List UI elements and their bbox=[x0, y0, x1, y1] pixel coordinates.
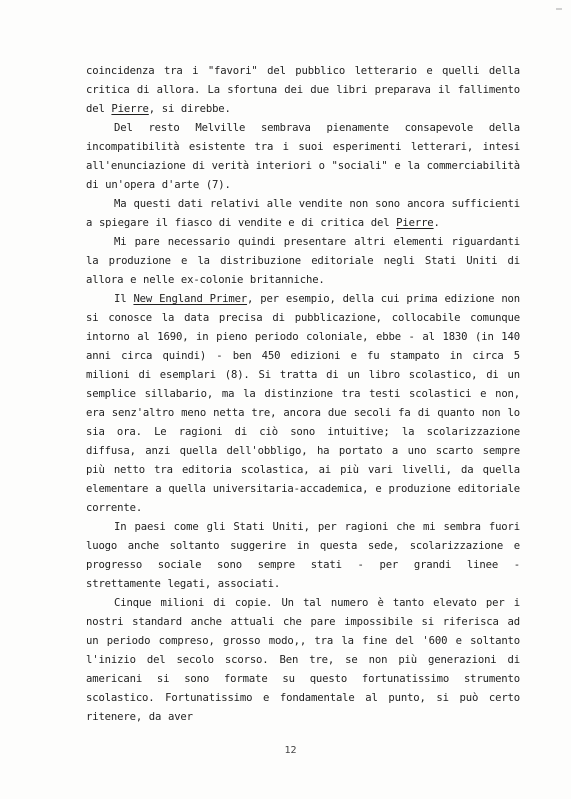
paragraph-text: . bbox=[433, 217, 440, 229]
paragraph: In paesi come gli Stati Uniti, per ragioni che mi sembra fuori luogo anche soltanto suggerire in questa sede, scolarizzazione e progresso sociale sono sempre stati - per grandi linee - strettamente legati, associati. bbox=[86, 521, 520, 590]
paragraph bbox=[86, 290, 520, 518]
paragraph: Mi pare necessario quindi presentare altri elementi riguardanti la produzione e la distribuzione editoriale negli Stati Uniti di allora e nelle ex-colonie britanniche. bbox=[86, 236, 520, 286]
scan-speck bbox=[556, 8, 562, 10]
book-title-underlined: New England Primer bbox=[133, 293, 248, 305]
paragraph-continuation bbox=[86, 62, 520, 119]
paragraph: Cinque milioni di copie. Un tal numero è tanto elevato per i nostri standard anche attuali che pare impossibile si riferisca ad un periodo compreso, grosso modo,, tra la fine del '600 e soltanto l'inizio del secolo scorso. Ben tre, se non più generazioni di americani si sono formate su questo fortunatissimo strumento scolastico. Fortunatissimo e fondamentale al punto, si può certo ritenere, da aver bbox=[86, 597, 520, 723]
paragraph-text: coincidenza tra i "favori" del pubblico letterario e quelli della critica di allora. La sfortuna dei due libri preparava il fallimento del bbox=[86, 65, 520, 115]
book-title-underlined: Pierre bbox=[396, 217, 434, 229]
body-text bbox=[86, 62, 520, 727]
page-number: 12 bbox=[284, 745, 297, 756]
paragraph-text: Il bbox=[114, 293, 134, 305]
book-title-underlined: Pierre bbox=[111, 103, 149, 115]
paragraph bbox=[86, 195, 520, 233]
paragraph-text: , per esempio, della cui prima edizione non si conosce la data precisa di pubblicazione, collocabile comunque intorno al 1690, in pieno periodo coloniale, ebbe - al 1830 (in 140 anni circa quindi) - ben 450 edizioni e fu stampato in circa 5 milioni di esemplari (8). Si tratta di un libro scolastico, di un semplice sillabario, ma la distinzione tra testi scolastici e non, era senz'altro meno netta tre, ancora due secoli fa di quanto non lo sia ora. Le ragioni di ciò sono intuitive; la scolarizzazione diffusa, anzi quella dell'obbligo, ha portato a uno scarto sempre più netto tra editoria scolastica, ai più vari livelli, da quella elementare a quella universitaria-accademica, e produzione editoriale corrente. bbox=[86, 293, 521, 514]
paragraph: Del resto Melville sembrava pienamente consapevole della incompatibilità esistente tra i suoi esperimenti letterari, intesi all'enunciazione di verità interiori o "sociali" e la commerciabilità di un'opera d'arte (7). bbox=[86, 122, 520, 191]
paragraph-text: Ma questi dati relativi alle vendite non sono ancora sufficienti a spiegare il fiasco di vendite e di critica del bbox=[86, 198, 520, 229]
paragraph-text: , si direbbe. bbox=[148, 103, 231, 115]
